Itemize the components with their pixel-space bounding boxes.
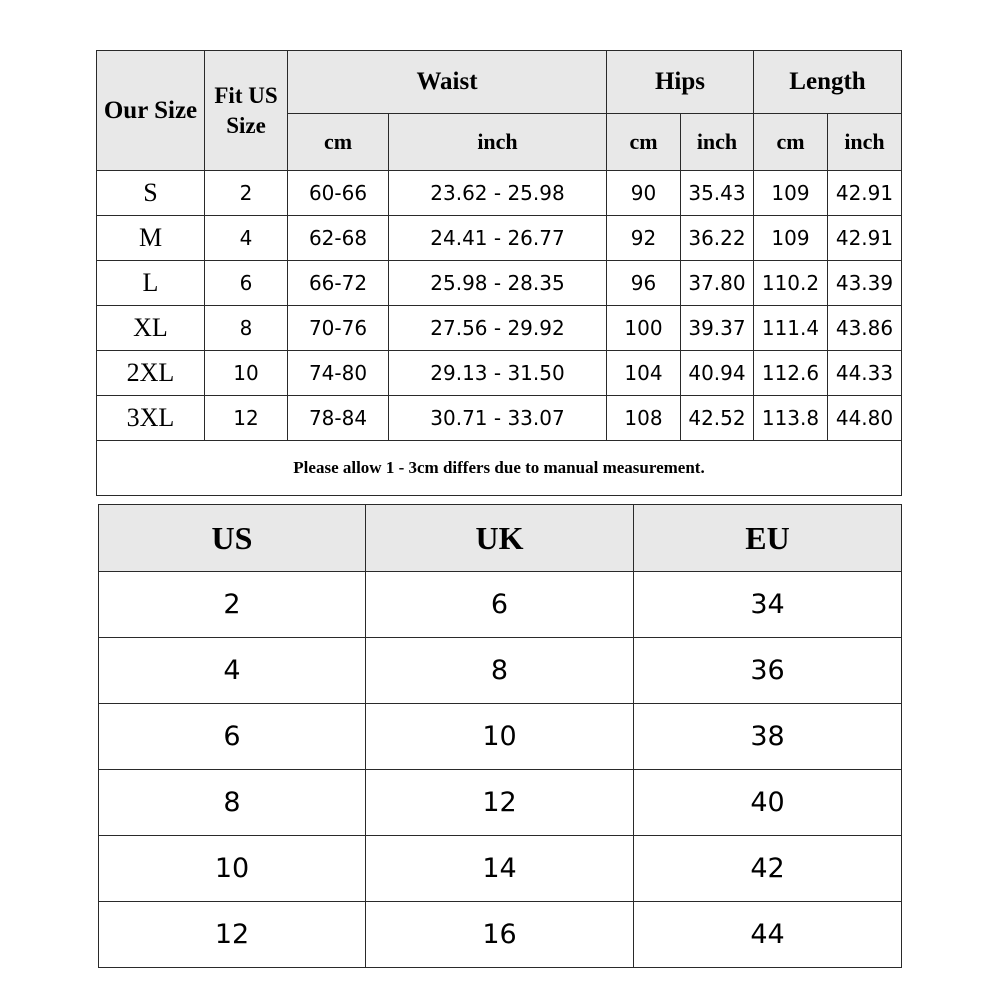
fit-us-header-line2: Size — [226, 112, 266, 138]
conversion-row — [99, 638, 902, 704]
uk-cell: 10 — [366, 704, 634, 770]
waist-cm-cell: 66-72 — [288, 261, 389, 306]
uk-cell: 12 — [366, 770, 634, 836]
us-cell: 8 — [99, 770, 366, 836]
uk-cell: 14 — [366, 836, 634, 902]
fit-us-cell: 6 — [205, 261, 288, 306]
length-cm-cell: 111.4 — [754, 306, 828, 351]
us-cell: 6 — [99, 704, 366, 770]
size-cell: L — [97, 261, 205, 306]
size-cell: M — [97, 216, 205, 261]
waist-inch-cell: 24.41 - 26.77 — [389, 216, 607, 261]
note-row — [97, 441, 902, 496]
length-cm-cell: 109 — [754, 216, 828, 261]
size-row — [97, 306, 902, 351]
length-cm-cell: 109 — [754, 171, 828, 216]
eu-cell: 34 — [634, 572, 902, 638]
length-inch-cell: 43.39 — [828, 261, 902, 306]
fit-us-cell: 10 — [205, 351, 288, 396]
waist-inch-cell: 27.56 - 29.92 — [389, 306, 607, 351]
hips-inch-cell: 37.80 — [681, 261, 754, 306]
waist-cm-cell: 78-84 — [288, 396, 389, 441]
size-row — [97, 351, 902, 396]
fit-us-cell: 2 — [205, 171, 288, 216]
waist-cm-cell: 74-80 — [288, 351, 389, 396]
length-inch-cell: 42.91 — [828, 171, 902, 216]
size-row — [97, 396, 902, 441]
length-header: Length — [754, 51, 902, 114]
uk-cell: 16 — [366, 902, 634, 968]
length-inch-cell: 44.33 — [828, 351, 902, 396]
waist-inch-cell: 30.71 - 33.07 — [389, 396, 607, 441]
length-cm-cell: 110.2 — [754, 261, 828, 306]
conversion-header-row — [99, 505, 902, 572]
hips-cm-cell: 104 — [607, 351, 681, 396]
waist-inch-cell: 23.62 - 25.98 — [389, 171, 607, 216]
measurement-note: Please allow 1 - 3cm differs due to manual measurement. — [97, 441, 902, 496]
hips-cm-cell: 96 — [607, 261, 681, 306]
conversion-row — [99, 902, 902, 968]
size-row — [97, 171, 902, 216]
us-cell: 10 — [99, 836, 366, 902]
conversion-row — [99, 704, 902, 770]
us-cell: 12 — [99, 902, 366, 968]
size-row — [97, 261, 902, 306]
size-cell: 2XL — [97, 351, 205, 396]
hips-inch-cell: 39.37 — [681, 306, 754, 351]
waist-inch-cell: 25.98 - 28.35 — [389, 261, 607, 306]
eu-cell: 44 — [634, 902, 902, 968]
hips-cm-cell: 108 — [607, 396, 681, 441]
size-row — [97, 216, 902, 261]
size-cell: S — [97, 171, 205, 216]
eu-cell: 36 — [634, 638, 902, 704]
fit-us-cell: 4 — [205, 216, 288, 261]
us-header: US — [99, 505, 366, 572]
uk-cell: 6 — [366, 572, 634, 638]
eu-header: EU — [634, 505, 902, 572]
conversion-row — [99, 770, 902, 836]
us-cell: 2 — [99, 572, 366, 638]
conversion-row — [99, 572, 902, 638]
hips-inch-header: inch — [681, 114, 754, 171]
hips-cm-cell: 92 — [607, 216, 681, 261]
waist-cm-header: cm — [288, 114, 389, 171]
fit-us-cell: 8 — [205, 306, 288, 351]
length-inch-header: inch — [828, 114, 902, 171]
waist-inch-header: inch — [389, 114, 607, 171]
uk-cell: 8 — [366, 638, 634, 704]
size-chart-header-row — [97, 51, 902, 114]
eu-cell: 38 — [634, 704, 902, 770]
length-inch-cell: 43.86 — [828, 306, 902, 351]
size-cell: 3XL — [97, 396, 205, 441]
our-size-header: Our Size — [97, 51, 205, 171]
fit-us-header-line1: Fit US — [214, 82, 278, 108]
length-inch-cell: 42.91 — [828, 216, 902, 261]
size-chart-table — [96, 50, 902, 496]
fit-us-cell: 12 — [205, 396, 288, 441]
hips-inch-cell: 35.43 — [681, 171, 754, 216]
length-cm-header: cm — [754, 114, 828, 171]
hips-inch-cell: 36.22 — [681, 216, 754, 261]
hips-inch-cell: 42.52 — [681, 396, 754, 441]
uk-header: UK — [366, 505, 634, 572]
fit-us-size-header — [205, 51, 288, 171]
hips-cm-header: cm — [607, 114, 681, 171]
length-cm-cell: 112.6 — [754, 351, 828, 396]
eu-cell: 40 — [634, 770, 902, 836]
waist-inch-cell: 29.13 - 31.50 — [389, 351, 607, 396]
length-inch-cell: 44.80 — [828, 396, 902, 441]
waist-cm-cell: 60-66 — [288, 171, 389, 216]
hips-inch-cell: 40.94 — [681, 351, 754, 396]
eu-cell: 42 — [634, 836, 902, 902]
waist-cm-cell: 70-76 — [288, 306, 389, 351]
length-cm-cell: 113.8 — [754, 396, 828, 441]
waist-header: Waist — [288, 51, 607, 114]
hips-cm-cell: 100 — [607, 306, 681, 351]
waist-cm-cell: 62-68 — [288, 216, 389, 261]
hips-header: Hips — [607, 51, 754, 114]
size-cell: XL — [97, 306, 205, 351]
us-cell: 4 — [99, 638, 366, 704]
size-conversion-table — [98, 504, 902, 968]
conversion-row — [99, 836, 902, 902]
hips-cm-cell: 90 — [607, 171, 681, 216]
